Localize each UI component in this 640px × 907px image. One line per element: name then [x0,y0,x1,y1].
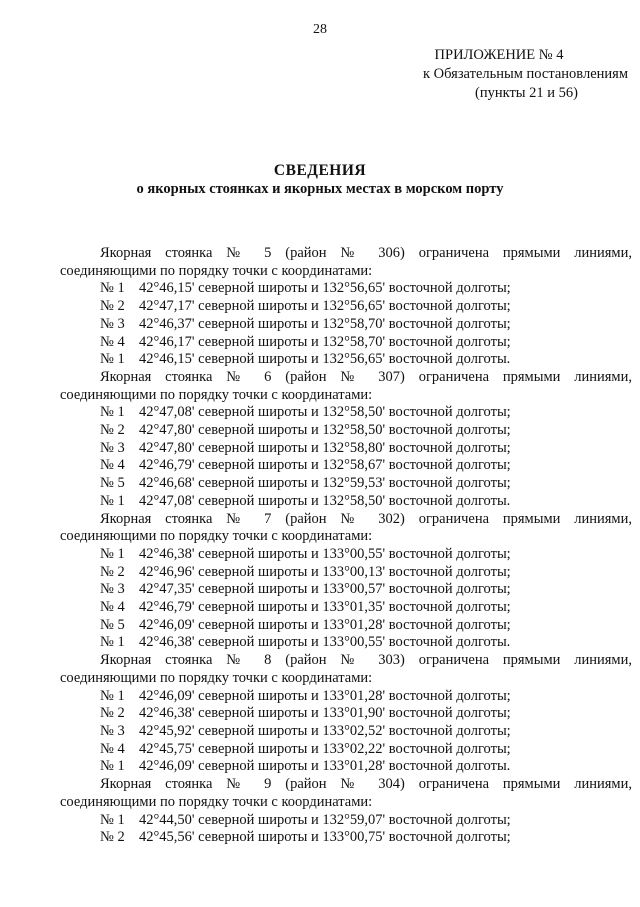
point-coordinates: 42°46,37' северной широты и 132°58,70' восточной долготы; [139,315,511,332]
heading-title: СВЕДЕНИЯ [273,162,367,179]
point-number: № 1 [100,545,125,562]
anchorage-section [60,369,632,511]
point-coordinates: 42°44,50' северной широты и 132°59,07' восточной долготы; [139,811,511,828]
point-coordinates: 42°46,17' северной широты и 132°58,70' восточной долготы; [139,333,511,350]
coordinate-point [60,334,632,352]
anchorage-section [60,776,632,847]
anchorage-section [60,511,632,653]
coordinate-point [60,741,632,759]
point-number: № 1 [100,687,125,704]
point-coordinates: 42°47,17' северной широты и 132°56,65' восточной долготы; [139,298,511,315]
page-number: 28 [313,22,327,37]
point-number: № 3 [100,439,125,456]
coordinate-point [60,475,632,493]
coordinate-point [60,758,632,776]
point-number: № 5 [100,475,125,492]
appendix-block [370,46,628,103]
point-number: № 4 [100,740,125,757]
point-number: № 5 [100,616,125,633]
anchorage-section [60,652,632,776]
point-coordinates: 42°47,80' северной широты и 132°58,80' восточной долготы; [139,439,511,456]
coordinate-point [60,546,632,564]
appendix-clauses: (пункты 21 и 56) [475,85,578,101]
coordinate-point [60,457,632,475]
coordinate-point [60,688,632,706]
coordinate-point [60,723,632,741]
point-number: № 1 [100,634,125,651]
point-coordinates: 42°47,35' северной широты и 133°00,57' восточной долготы; [139,581,511,598]
coordinate-point [60,493,632,511]
point-number: № 3 [100,722,125,739]
point-coordinates: 42°46,38' северной широты и 133°00,55' восточной долготы; [139,545,511,562]
coordinate-point [60,280,632,298]
point-coordinates: 42°47,08' северной широты и 132°58,50' восточной долготы; [139,404,511,421]
coordinate-point [60,634,632,652]
coordinate-point [60,404,632,422]
coordinate-point [60,617,632,635]
point-coordinates: 42°45,75' северной широты и 133°02,22' восточной долготы; [139,740,511,757]
coordinate-point [60,351,632,369]
coordinate-point [60,564,632,582]
point-coordinates: 42°46,09' северной широты и 133°01,28' восточной долготы. [139,758,511,775]
point-number: № 1 [100,351,125,368]
point-coordinates: 42°46,68' северной широты и 132°59,53' восточной долготы; [139,475,511,492]
point-number: № 2 [100,705,125,722]
point-number: № 2 [100,422,125,439]
point-coordinates: 42°46,38' северной широты и 133°01,90' восточной долготы; [139,705,511,722]
document-body [60,245,632,847]
point-number: № 3 [100,315,125,332]
point-coordinates: 42°46,38' северной широты и 133°00,55' восточной долготы. [139,634,511,651]
anchorage-intro-continuation: соединяющими по порядку точки с координатами: [60,528,373,545]
coordinate-point [60,599,632,617]
point-coordinates: 42°47,08' северной широты и 132°58,50' восточной долготы. [139,492,511,509]
point-number: № 4 [100,333,125,350]
point-coordinates: 42°46,09' северной широты и 133°01,28' восточной долготы; [139,616,511,633]
point-coordinates: 42°46,96' северной широты и 133°00,13' восточной долготы; [139,563,511,580]
coordinate-point [60,581,632,599]
point-coordinates: 42°45,56' северной широты и 133°00,75' восточной долготы; [139,829,511,846]
anchorage-intro: Якорная стоянка № 5 (район № 306) ограничена прямыми линиями, [100,245,632,261]
anchorage-intro-continuation: соединяющими по порядку точки с координатами: [60,386,373,403]
coordinate-point [60,316,632,334]
anchorage-intro-continuation: соединяющими по порядку точки с координатами: [60,262,373,279]
anchorage-section [60,245,632,369]
point-number: № 1 [100,280,125,297]
anchorage-intro-continuation: соединяющими по порядку точки с координатами: [60,669,373,686]
point-number: № 1 [100,758,125,775]
anchorage-intro: Якорная стоянка № 7 (район № 302) ограничена прямыми линиями, [100,510,632,527]
appendix-reference: к Обязательным постановлениям [423,66,628,82]
heading-subtitle: о якорных стоянках и якорных местах в морском порту [136,181,504,197]
coordinate-point [60,440,632,458]
anchorage-intro-continuation: соединяющими по порядку точки с координатами: [60,793,373,810]
point-coordinates: 42°47,80' северной широты и 132°58,50' восточной долготы; [139,422,511,439]
coordinate-point [60,812,632,830]
point-number: № 1 [100,492,125,509]
point-number: № 1 [100,404,125,421]
point-number: № 3 [100,581,125,598]
point-number: № 2 [100,298,125,315]
coordinate-point [60,829,632,847]
coordinate-point [60,422,632,440]
point-coordinates: 42°46,15' северной широты и 132°56,65' восточной долготы. [139,351,511,368]
coordinate-point [60,705,632,723]
appendix-title: ПРИЛОЖЕНИЕ № 4 [434,47,564,63]
point-number: № 2 [100,563,125,580]
point-number: № 4 [100,599,125,616]
anchorage-intro: Якорная стоянка № 9 (район № 304) ограничена прямыми линиями, [100,776,632,793]
point-number: № 1 [100,811,125,828]
coordinate-point [60,298,632,316]
point-number: № 4 [100,457,125,474]
anchorage-intro: Якорная стоянка № 6 (район № 307) ограничена прямыми линиями, [100,368,632,385]
document-heading [0,161,640,199]
point-coordinates: 42°45,92' северной широты и 133°02,52' восточной долготы; [139,722,511,739]
point-coordinates: 42°46,79' северной широты и 133°01,35' восточной долготы; [139,599,511,616]
point-number: № 2 [100,829,125,846]
anchorage-intro: Якорная стоянка № 8 (район № 303) ограничена прямыми линиями, [100,652,632,669]
point-coordinates: 42°46,09' северной широты и 133°01,28' восточной долготы; [139,687,511,704]
point-coordinates: 42°46,79' северной широты и 132°58,67' восточной долготы; [139,457,511,474]
point-coordinates: 42°46,15' северной широты и 132°56,65' восточной долготы; [139,280,511,297]
